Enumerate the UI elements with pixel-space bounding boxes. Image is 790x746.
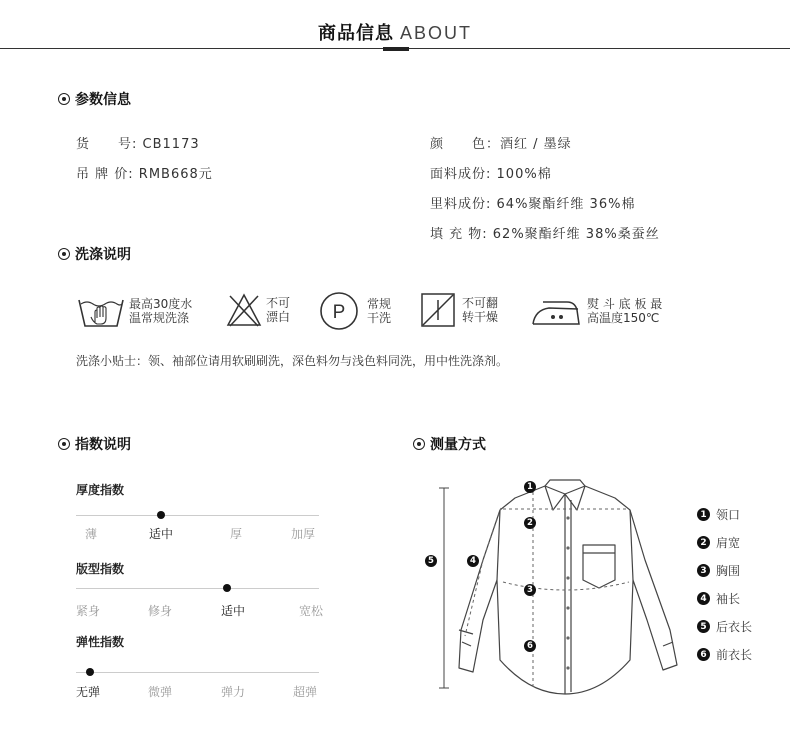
params-heading — [58, 89, 131, 109]
index-option: 超弹 — [293, 685, 318, 699]
wash-text-line: 温常规洗涤 — [129, 311, 190, 325]
marker-collar: 1 — [524, 481, 536, 493]
index-title-elasticity: 弹性指数 — [76, 635, 125, 649]
wash-text-line: 不可 — [266, 296, 291, 310]
index-option: 弹力 — [221, 685, 246, 699]
index-option: 微弹 — [148, 685, 173, 699]
wash-item-no-bleach — [226, 292, 290, 328]
legend-item-back-length — [697, 618, 752, 635]
wash-item-no-tumble — [421, 293, 498, 327]
no-tumble-dry-icon — [421, 293, 455, 327]
wash-text-line: 最高30度水 — [129, 297, 193, 311]
indices-heading — [58, 434, 131, 454]
param-item-fabric: 面料成份: 100%棉 — [430, 163, 552, 182]
wash-text-line: 不可翻 — [462, 296, 499, 310]
page-title — [0, 19, 790, 45]
param-value: RMB668元 — [138, 167, 213, 182]
legend-label: 袖长 — [716, 592, 741, 606]
param-value: 酒红 / 墨绿 — [500, 137, 572, 152]
legend-number: 6 — [697, 648, 710, 661]
marker-front-length: 6 — [524, 640, 536, 652]
legend-label: 领口 — [716, 508, 741, 522]
wash-text-line: 转干燥 — [462, 310, 499, 324]
page-title-en: ABOUT — [399, 23, 472, 43]
legend-label: 后衣长 — [716, 620, 753, 634]
wash-item-hand-wash — [77, 292, 192, 330]
wash-text-line: 干洗 — [367, 311, 392, 325]
marker-back-length: 5 — [425, 555, 437, 567]
legend-item-collar — [697, 506, 740, 523]
bullet-icon — [58, 438, 70, 450]
shirt-diagram — [425, 470, 695, 700]
wash-item-text — [367, 297, 391, 325]
index-option-selected: 适中 — [149, 527, 174, 541]
param-value: 64%聚酯纤维 36%棉 — [496, 197, 636, 212]
legend-number: 1 — [697, 508, 710, 521]
legend-label: 肩宽 — [716, 536, 741, 550]
index-option: 薄 — [85, 527, 98, 541]
index-option: 宽松 — [299, 604, 324, 618]
wash-item-iron — [531, 296, 662, 326]
index-option: 紧身 — [76, 604, 101, 618]
legend-number: 2 — [697, 536, 710, 549]
marker-shoulder: 2 — [524, 517, 536, 529]
bullet-icon — [58, 93, 70, 105]
page-title-cn: 商品信息 — [317, 23, 394, 44]
param-label: 面料成份 — [430, 167, 487, 182]
legend-label: 前衣长 — [716, 648, 753, 662]
param-label: 颜 色 — [430, 137, 487, 152]
wash-item-text — [129, 297, 192, 325]
legend-number: 4 — [697, 592, 710, 605]
legend-number: 5 — [697, 620, 710, 633]
index-marker — [223, 584, 231, 592]
wash-tip: 洗涤小贴士：领、袖部位请用软刷刷洗，深色料勿与浅色料同洗，用中性洗涤剂。 — [76, 354, 509, 368]
param-label: 填 充 物 — [430, 227, 483, 242]
index-option: 厚 — [230, 527, 243, 541]
measure-heading — [413, 434, 486, 454]
indices-heading-text: 指数说明 — [75, 437, 131, 453]
wash-text-line: 漂白 — [266, 310, 291, 324]
param-item-filling: 填 充 物: 62%聚酯纤维 38%桑蚕丝 — [430, 223, 660, 242]
param-item-color: 颜 色：酒红 / 墨绿 — [430, 133, 572, 152]
measure-heading-text: 测量方式 — [430, 437, 486, 453]
wash-item-dry-clean — [319, 291, 391, 331]
param-label: 货 号 — [76, 137, 133, 152]
marker-sleeve: 4 — [467, 555, 479, 567]
bullet-icon — [413, 438, 425, 450]
marker-chest: 3 — [524, 584, 536, 596]
iron-150-icon — [531, 296, 581, 326]
params-heading-text: 参数信息 — [75, 92, 131, 108]
dry-clean-p-icon — [319, 291, 359, 331]
wash-heading-text: 洗涤说明 — [75, 247, 131, 263]
index-option: 修身 — [148, 604, 173, 618]
index-track — [76, 515, 319, 516]
index-marker — [157, 511, 165, 519]
wash-text-line: 高温度150℃ — [587, 311, 660, 325]
param-item-price: 吊 牌 价: RMB668元 — [76, 163, 213, 182]
legend-item-sleeve — [697, 590, 740, 607]
param-value: CB1173 — [142, 137, 200, 152]
param-item-number: 货 号: CB1173 — [76, 133, 200, 152]
bullet-icon — [58, 248, 70, 260]
legend-item-chest — [697, 562, 740, 579]
hand-wash-30-icon — [77, 292, 125, 330]
index-option: 加厚 — [291, 527, 316, 541]
wash-text-line: 常规 — [367, 297, 392, 311]
legend-number: 3 — [697, 564, 710, 577]
legend-item-front-length — [697, 646, 752, 663]
index-option-selected: 无弹 — [76, 685, 101, 699]
index-title-fit: 版型指数 — [76, 562, 125, 576]
index-option-selected: 适中 — [221, 604, 246, 618]
param-label: 吊 牌 价 — [76, 167, 129, 182]
param-value: 100%棉 — [496, 167, 552, 182]
param-label: 里料成份 — [430, 197, 487, 212]
wash-item-text — [462, 296, 498, 324]
index-track — [76, 588, 319, 589]
header-accent-bar — [383, 47, 409, 51]
param-item-lining: 里料成份: 64%聚酯纤维 36%棉 — [430, 193, 635, 212]
no-bleach-icon — [226, 292, 262, 328]
param-value: 62%聚酯纤维 38%桑蚕丝 — [492, 227, 660, 242]
dry-clean-symbol: P — [332, 302, 346, 323]
legend-item-shoulder — [697, 534, 740, 551]
index-track — [76, 672, 319, 673]
wash-heading — [58, 244, 131, 264]
index-marker — [86, 668, 94, 676]
wash-text-line: 熨 斗 底 板 最 — [587, 297, 663, 311]
legend-label: 胸围 — [716, 564, 741, 578]
wash-item-text — [266, 296, 290, 324]
index-title-thickness: 厚度指数 — [76, 483, 125, 497]
wash-item-text — [587, 297, 662, 325]
